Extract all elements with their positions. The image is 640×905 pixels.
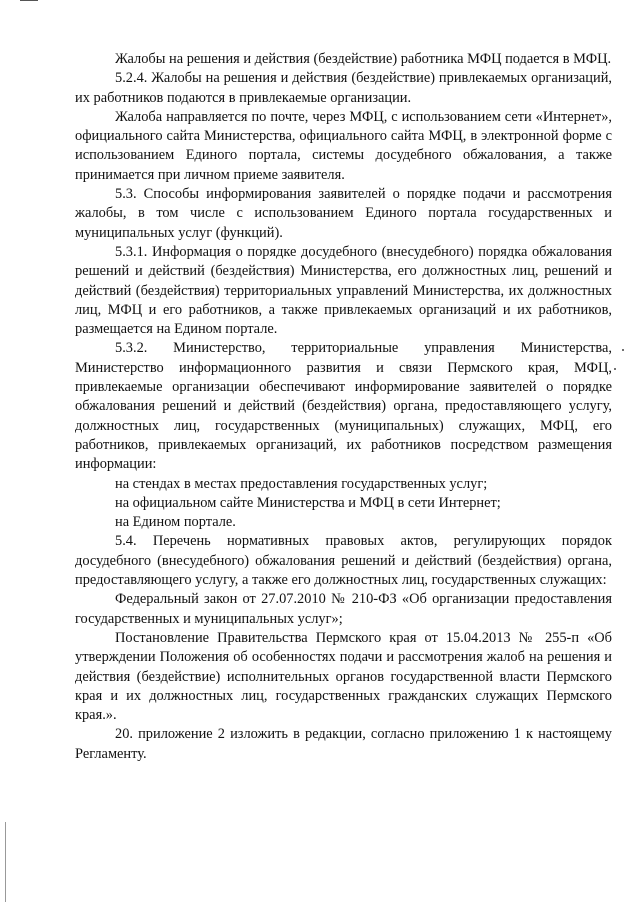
paragraph-5-3-1: 5.3.1. Информация о порядке досудебного (внесудебного) порядка обжалования решений и действий (бездействия) Министерства, его должностных лиц, решений и действий (бездействия) территориальных управлений Министерства, их должностных лиц, МФЦ и его работников, а также привлекаемых организаций и их работников, размещается на Едином портале.	[75, 243, 612, 338]
scan-edge-mark	[20, 0, 38, 1]
paragraph-5-3: 5.3. Способы информирования заявителей о порядке подачи и рассмотрения жалобы, в том числе с использованием Единого портала государственных и муниципальных услуг (функций).	[75, 186, 612, 241]
scan-edge-line	[5, 822, 6, 902]
paragraph-5-3-2: 5.3.2. Министерство, территориальные управления Министерства, Министерство информационного развития и связи Пермского края, МФЦ, привлекаемые организации обеспечивают информирование заявителей о порядке обжалования решений и действий (бездействия) органа, предоставляющего услугу, должностных лиц, государственных (муниципальных) служащих, МФЦ, его работников, привлекаемых организаций, их работников посредством размещения информации:	[75, 340, 612, 473]
paragraph-item-20: 20. приложение 2 изложить в редакции, согласно приложению 1 к настоящему Регламенту.	[75, 726, 612, 762]
scan-speck	[622, 349, 624, 351]
paragraph-complaints-mfc: Жалобы на решения и действия (бездействие) работника МФЦ подается в МФЦ.	[115, 51, 612, 67]
paragraph-federal-law: Федеральный закон от 27.07.2010 № 210-ФЗ «Об организации предоставления государственных и муниципальных услуг»;	[75, 591, 612, 627]
list-item-stands: на стендах в местах предоставления государственных услуг;	[115, 475, 488, 492]
paragraph-5-4: 5.4. Перечень нормативных правовых актов, регулирующих порядок досудебного (внесудебного) обжалования решений и действий (бездействия) органа, предоставляющего услугу, а также его должностных лиц, государственных служащих:	[75, 533, 612, 589]
paragraph-5-2-4: 5.2.4. Жалобы на решения и действия (бездействие) привлекаемых организаций, их работников подаются в привлекаемые организации.	[75, 70, 612, 106]
list-item-unified-portal: на Едином портале.	[115, 514, 236, 531]
document-body	[75, 50, 612, 764]
scan-speck	[614, 368, 616, 370]
paragraph-complaint-channels: Жалоба направляется по почте, через МФЦ, с использованием сети «Интернет», официального сайта Министерства, официального сайта МФЦ, в электронной форме с использованием Единого портала, системы досудебного обжалования, а также принимается при личном приеме заявителя.	[75, 108, 612, 183]
paragraph-resolution: Постановление Правительства Пермского края от 15.04.2013 № 255-п «Об утверждении Положения об особенностях подачи и рассмотрения жалоб на решения и действия (бездействие) исполнительных органов государственной власти Пермского края и их должностных лиц, государственных гражданских служащих Пермского края.».	[75, 629, 612, 724]
list-item-official-site: на официальном сайте Министерства и МФЦ в сети Интернет;	[115, 494, 501, 511]
